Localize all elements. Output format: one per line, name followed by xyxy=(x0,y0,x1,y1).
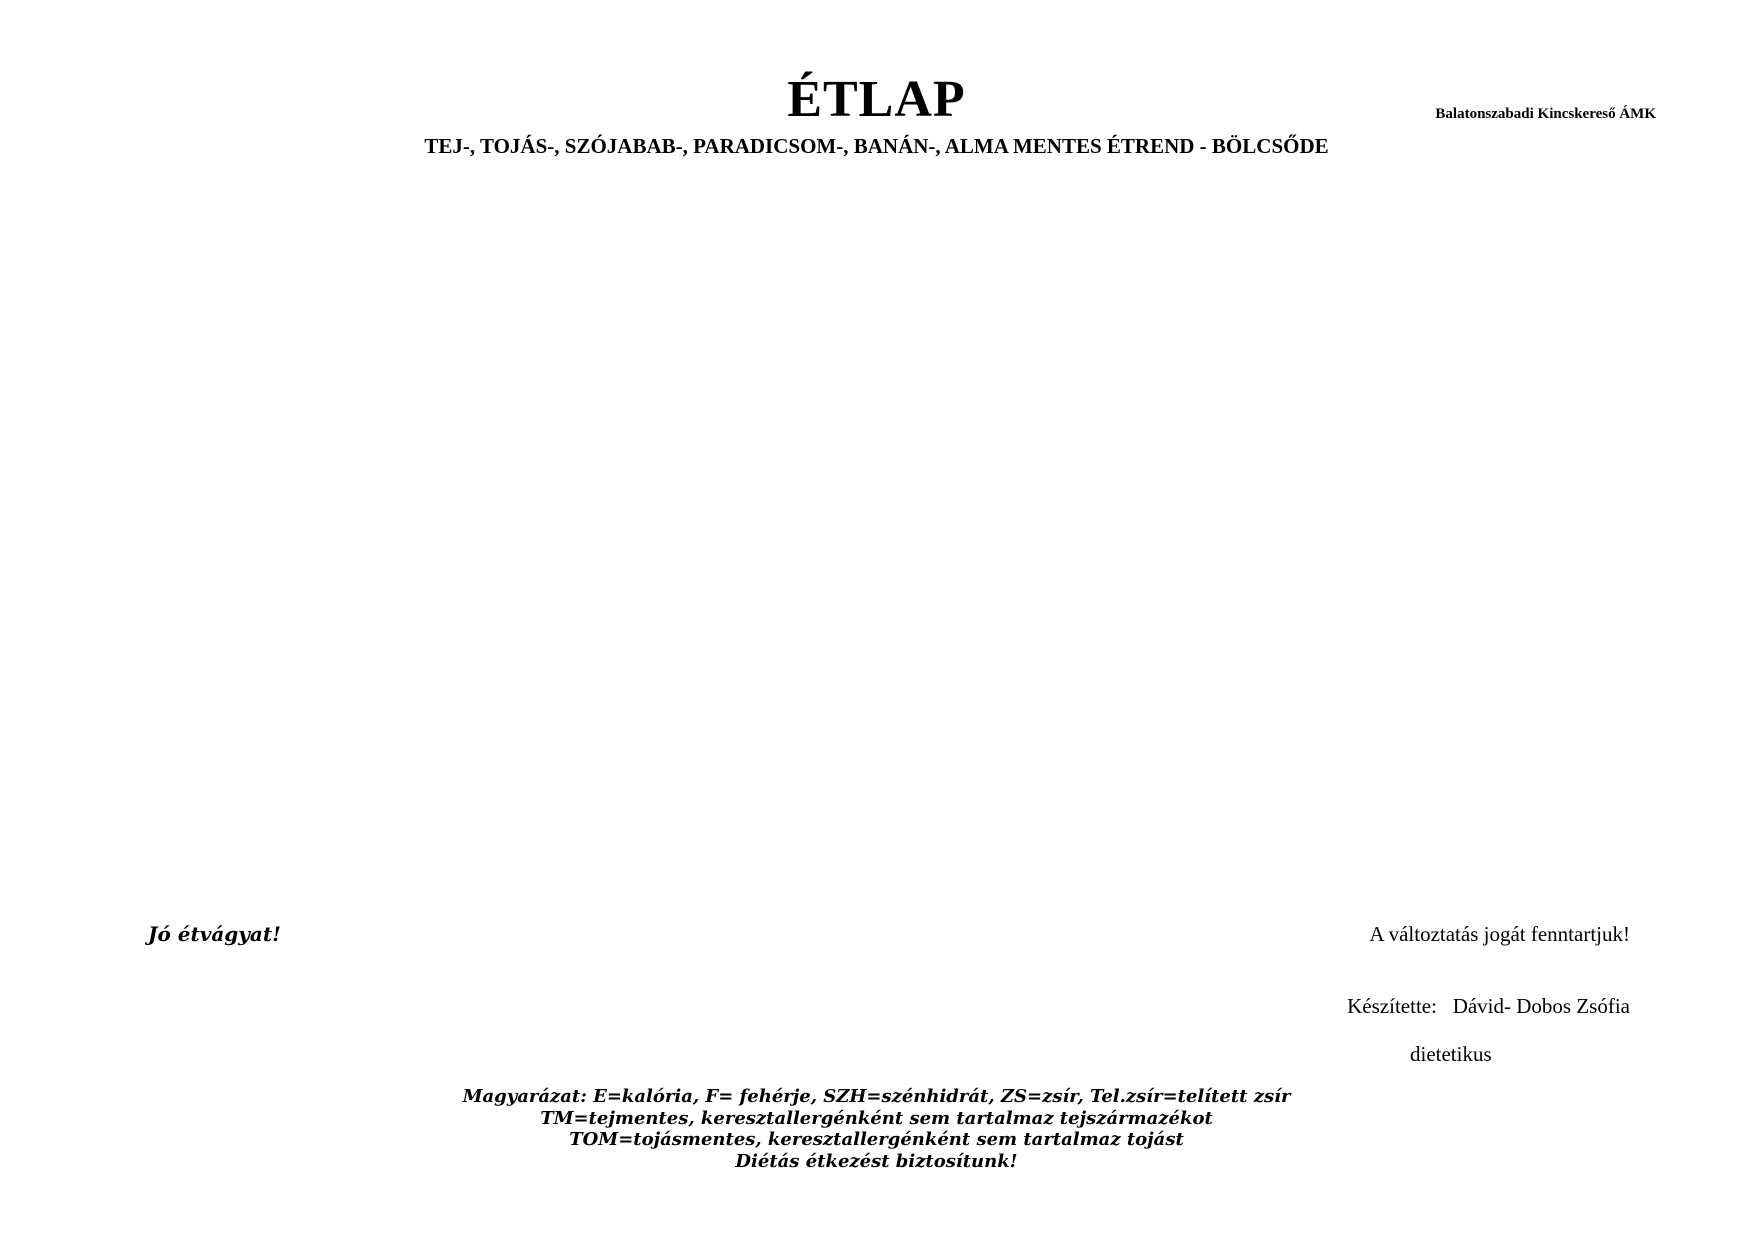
rights-notice: A változtatás jogát fenntartjuk! xyxy=(1369,922,1630,946)
greeting-text: Jó étvágyat! xyxy=(148,922,281,946)
menu-subtitle: TEJ-, TOJÁS-, SZÓJABAB-, PARADICSOM-, BANÁN-, ALMA MENTES ÉTREND - BÖLCSŐDE xyxy=(424,134,1329,158)
institution-name: Balatonszabadi Kincskereső ÁMK xyxy=(1435,106,1656,122)
legend-line: TOM=tojásmentes, keresztallergénként sem tartalmaz tojást xyxy=(569,1129,1184,1150)
prepared-by-label: Készítette: xyxy=(1347,994,1437,1018)
prepared-by xyxy=(1347,992,1630,1020)
legend-line: Diétás étkezést biztosítunk! xyxy=(735,1150,1018,1172)
legend-line: Magyarázat: E=kalória, F= fehérje, SZH=szénhidrát, ZS=zsír, Tel.zsír=telített zsír xyxy=(462,1086,1291,1107)
legend-line: TM=tejmentes, keresztallergénként sem tartalmaz tejszármazékot xyxy=(540,1107,1213,1129)
author-title: dietetikus xyxy=(1410,1042,1492,1066)
page-title: ÉTLAP xyxy=(787,71,966,128)
legend xyxy=(0,1086,1753,1172)
author-name: Dávid- Dobos Zsófia xyxy=(1452,994,1630,1018)
